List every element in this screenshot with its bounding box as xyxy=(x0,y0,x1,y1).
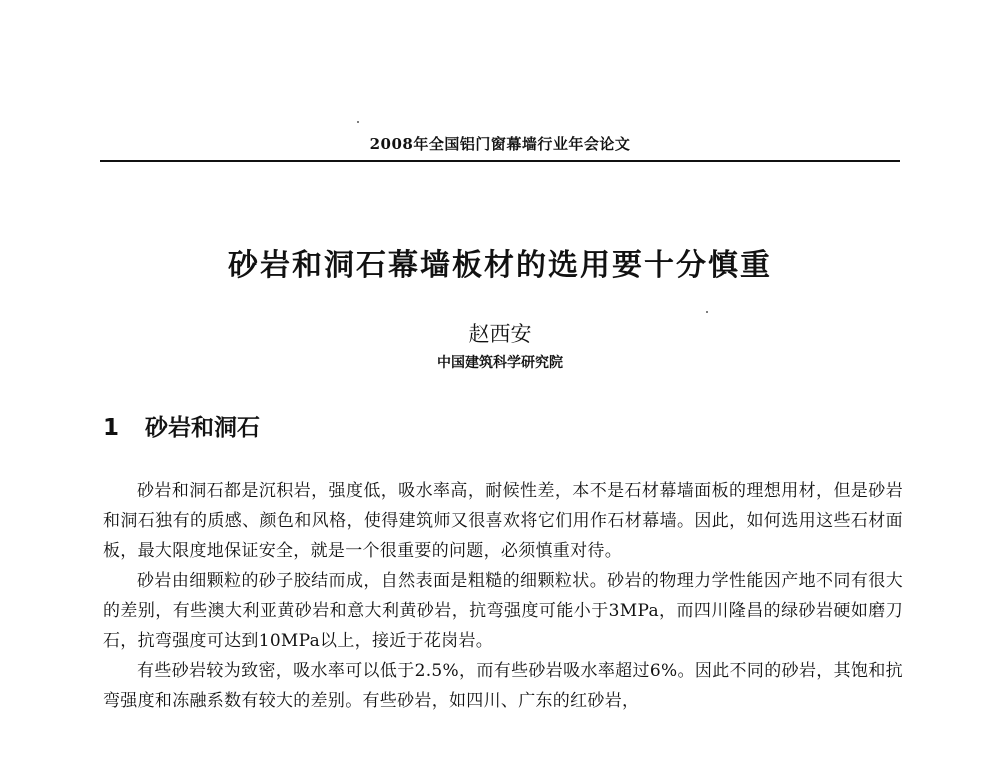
paper-title: 砂岩和洞石幕墙板材的选用要十分慎重 xyxy=(228,248,772,283)
scan-speck xyxy=(357,121,359,123)
header-rule xyxy=(100,160,900,162)
paragraph: 砂岩和洞石都是沉积岩，强度低，吸水率高，耐候性差，本不是石材幕墙面板的理想用材，但是砂岩和洞石独有的质感、颜色和风格，使得建筑师又很喜欢将它们用作石材幕墙。因此，如何选用这些石材面板，最大限度地保证安全，就是一个很重要的问题，必须慎重对待。 xyxy=(103,481,903,561)
scan-speck xyxy=(706,311,708,313)
paragraph: 有些砂岩较为致密，吸水率可以低于2.5%，而有些砂岩吸水率超过6%。因此不同的砂岩，其饱和抗弯强度和冻融系数有较大的差别。有些砂岩，如四川、广东的红砂岩， xyxy=(103,661,903,711)
section-number: 1 xyxy=(103,415,120,441)
section-heading xyxy=(103,409,260,442)
paragraph: 砂岩由细颗粒的砂子胶结而成，自然表面是粗糙的细颗粒状。砂岩的物理力学性能因产地不同有很大的差别，有些澳大利亚黄砂岩和意大利黄砂岩，抗弯强度可能小于3MPa，而四川隆昌的绿砂岩硬如磨刀石，抗弯强度可达到10MPa以上，接近于花岗岩。 xyxy=(103,571,903,651)
author-name: 赵西安 xyxy=(468,322,532,346)
running-header: 2008年全国铝门窗幕墙行业年会论文 xyxy=(369,135,631,153)
author-affiliation: 中国建筑科学研究院 xyxy=(437,355,563,371)
body-text xyxy=(103,476,903,716)
section-title: 砂岩和洞石 xyxy=(145,415,260,441)
